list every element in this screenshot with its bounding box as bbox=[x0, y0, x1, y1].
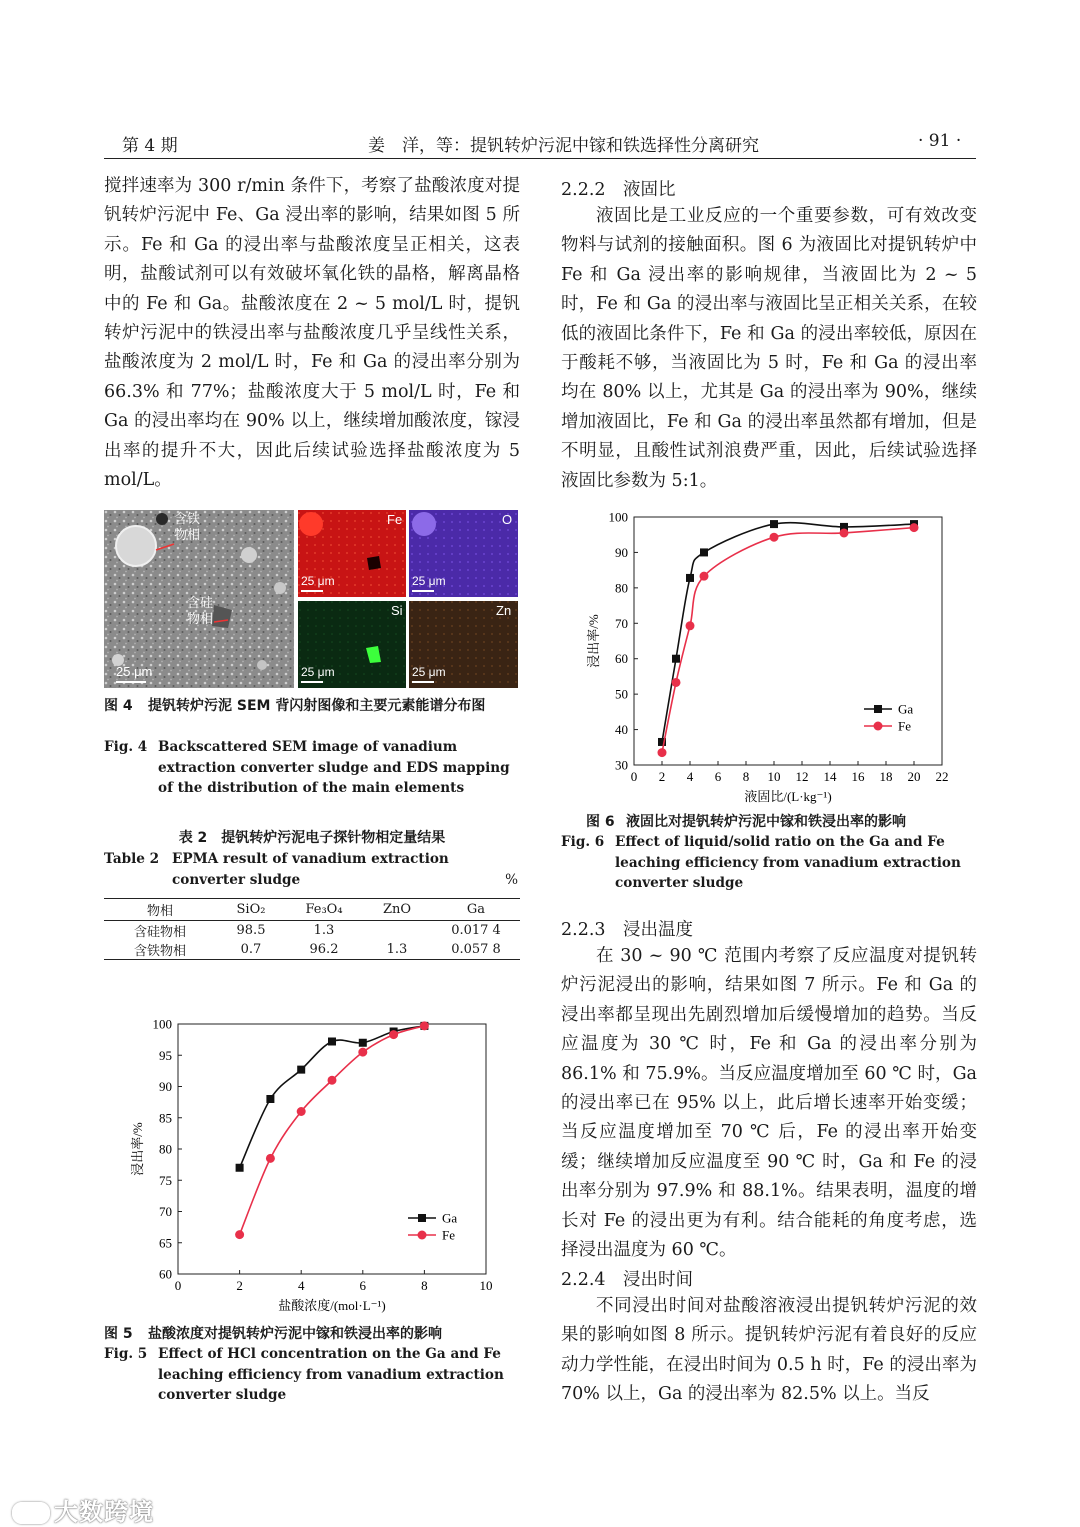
col-phase: 物相 bbox=[146, 904, 173, 919]
x-tick-label: 14 bbox=[823, 769, 837, 784]
x-tick-label: 2 bbox=[236, 1278, 243, 1293]
col-zno: ZnO bbox=[382, 902, 412, 917]
x-tick-label: 10 bbox=[767, 769, 781, 784]
watermark bbox=[12, 1492, 154, 1527]
cell: 0.017 4 bbox=[451, 923, 501, 938]
scale-bar-fe: 25 μm bbox=[301, 574, 335, 588]
y-tick-label: 90 bbox=[615, 544, 628, 560]
col-ga: Ga bbox=[466, 902, 486, 917]
left-paragraph-hcl: 搅拌速率为 300 r/min 条件下，考察了盐酸浓度对提钒转炉污泥中 Fe、Ga 浸出率的影响，结果如图 5 所示。Fe 和 Ga 的浸出率与盐酸浓度呈正相关，这表明，盐酸试剂可以有效破坏氧化铁的晶格，解离晶格中的 Fe 和 Ga。盐酸浓度在 2 ~ 5 mol/L 时，提钒转炉污泥中的铁浸出率与盐酸浓度几乎呈线性关系，盐酸浓度为 2 mol/L 时，Fe 和 Ga 的浸出率分别为 66.3% 和 77%；盐酸浓度大于 5 mol/L 时，Fe 和 Ga 的浸出率均在 90% 以上，继续增加酸浓度，镓浸出率的提升不大，因此后续试验选择盐酸浓度为 5 mol/L。 bbox=[104, 176, 520, 491]
cell: 98.5 bbox=[236, 923, 266, 938]
x-tick-label: 6 bbox=[714, 769, 722, 784]
y-tick-label: 85 bbox=[159, 1110, 172, 1126]
data-point-ga bbox=[328, 1038, 336, 1046]
table-row bbox=[104, 940, 520, 960]
scale-bar-si: 25 μm bbox=[301, 665, 335, 679]
legend-marker-fe bbox=[874, 722, 883, 731]
section-2-2-4-heading: 2.2.4 浸出时间 bbox=[561, 1270, 694, 1290]
caption-label: 图 5 bbox=[104, 1326, 133, 1342]
legend-marker-fe bbox=[418, 1231, 427, 1240]
y-tick-label: 100 bbox=[608, 509, 628, 525]
caption-text: 液固比对提钒转炉污泥中镓和铁浸出率的影响 bbox=[626, 814, 906, 830]
figure-5-chart bbox=[104, 1010, 524, 1320]
watermark-text: 大数跨境 bbox=[54, 1498, 154, 1526]
legend-label-fe: Fe bbox=[898, 718, 911, 734]
y-tick-label: 90 bbox=[159, 1079, 172, 1094]
x-tick-label: 10 bbox=[479, 1278, 493, 1293]
caption-text: Effect of HCl concentration on the Ga and Fe leaching efficiency from vanadium extraction converter sludge bbox=[158, 1346, 504, 1403]
x-axis-label: 液固比/(L·kg⁻¹) bbox=[744, 789, 832, 804]
right-paragraph-liquid-solid: 液固比是工业反应的一个重要参数，可有效改变物料与试剂的接触面积。图 6 为液固比对提钒转炉中 Fe 和 Ga 浸出率的影响规律，当液固比为 2 ~ 5 时，Fe 和 Ga 的浸出率与液固比呈正相关关系，在较低的液固比条件下，Fe 和 Ga 的浸出率较低，原因在于酸耗不够，当液固比为 5 时，Fe 和 Ga 的浸出率均在 80% 以上，尤其是 Ga 的浸出率为 90%，继续增加液固比，Fe 和 Ga 的浸出率虽然都有增加，但是不明显，且酸性试剂浪费严重，因此，后续试验选择液固比参数为 5:1。 bbox=[561, 206, 977, 491]
data-point-ga bbox=[297, 1066, 305, 1074]
figure-4-caption-cn bbox=[104, 696, 520, 716]
x-tick-label: 6 bbox=[359, 1278, 367, 1293]
data-point-ga bbox=[770, 520, 778, 528]
cell: 含硅物相 bbox=[133, 925, 186, 940]
table-unit: % bbox=[505, 872, 518, 888]
plot-frame bbox=[634, 517, 942, 765]
data-point-ga bbox=[700, 548, 708, 556]
x-tick-label: 18 bbox=[879, 769, 893, 784]
table-title-text: EPMA result of vanadium extraction converter sludge bbox=[172, 851, 449, 888]
y-tick-label: 30 bbox=[615, 757, 628, 773]
figure-5-caption-en bbox=[104, 1344, 520, 1406]
x-tick-label: 0 bbox=[630, 769, 638, 784]
data-point-fe bbox=[658, 748, 667, 757]
data-point-fe bbox=[770, 533, 779, 542]
section-2-2-3-heading: 2.2.3 浸出温度 bbox=[561, 920, 694, 940]
x-tick-label: 8 bbox=[421, 1278, 428, 1293]
series-line-fe bbox=[240, 1026, 425, 1235]
caption-label: Fig. 5 bbox=[104, 1346, 148, 1362]
watermark-logo-icon bbox=[12, 1502, 50, 1524]
x-tick-label: 8 bbox=[742, 769, 750, 784]
data-point-fe bbox=[297, 1107, 306, 1116]
data-point-fe bbox=[358, 1048, 367, 1057]
y-tick-label: 65 bbox=[159, 1235, 172, 1251]
figure-5-caption-cn bbox=[104, 1324, 520, 1344]
legend-label-fe: Fe bbox=[442, 1227, 455, 1243]
data-point-fe bbox=[910, 523, 919, 532]
y-tick-label: 80 bbox=[615, 580, 628, 596]
running-title: 姜 洋，等：提钒转炉污泥中镓和铁选择性分离研究 bbox=[368, 136, 759, 156]
caption-text: 提钒转炉污泥 SEM 背闪射图像和主要元素能谱分布图 bbox=[148, 698, 486, 714]
x-tick-label: 12 bbox=[795, 769, 809, 784]
section-2-2-2-heading: 2.2.2 液固比 bbox=[561, 180, 676, 200]
y-tick-label: 40 bbox=[615, 722, 628, 738]
legend-label-ga: Ga bbox=[442, 1210, 458, 1226]
legend-marker-ga bbox=[418, 1214, 426, 1222]
data-point-ga bbox=[672, 655, 680, 663]
x-tick-label: 16 bbox=[851, 769, 865, 784]
y-tick-label: 50 bbox=[615, 686, 628, 702]
x-tick-label: 22 bbox=[935, 769, 949, 784]
page-number: · 91 · bbox=[918, 131, 962, 151]
y-tick-label: 60 bbox=[159, 1266, 172, 1282]
caption-label: 图 4 bbox=[104, 698, 133, 714]
label-o-map: O bbox=[502, 512, 513, 527]
table-2 bbox=[104, 898, 520, 960]
y-tick-label: 95 bbox=[159, 1047, 172, 1063]
figure-6-chart bbox=[576, 505, 966, 805]
y-tick-label: 100 bbox=[152, 1016, 172, 1032]
x-tick-label: 2 bbox=[658, 769, 666, 784]
x-tick-label: 20 bbox=[907, 769, 921, 784]
scale-bar-zn: 25 μm bbox=[412, 665, 446, 679]
plot-frame bbox=[178, 1024, 486, 1274]
cell: 0.7 bbox=[240, 942, 262, 957]
data-point-fe bbox=[700, 572, 709, 581]
y-axis-label: 浸出率/% bbox=[586, 614, 601, 668]
y-tick-label: 70 bbox=[615, 615, 628, 631]
figure-6-caption-en bbox=[561, 832, 977, 894]
col-sio2: SiO₂ bbox=[236, 902, 266, 917]
data-point-fe bbox=[672, 678, 681, 687]
series-line-fe bbox=[662, 528, 914, 753]
data-point-ga bbox=[359, 1039, 367, 1047]
data-point-fe bbox=[235, 1230, 244, 1239]
label-si-map: Si bbox=[391, 603, 403, 618]
table-2-title-en bbox=[104, 849, 520, 890]
cell: 含铁物相 bbox=[133, 944, 186, 959]
legend-label-ga: Ga bbox=[898, 701, 914, 717]
caption-label: 图 6 bbox=[586, 814, 615, 830]
right-paragraph-time: 不同浸出时间对盐酸溶液浸出提钒转炉污泥的效果的影响如图 8 所示。提钒转炉污泥有着良好的反应动力学性能，在浸出时间为 0.5 h 时，Fe 的浸出率为 70% 以上，Ga 的浸出率为 82.5% 以上。当反 bbox=[561, 1296, 977, 1405]
caption-text: Effect of liquid/solid ratio on the Ga and Fe leaching efficiency from vanadium extraction converter sludge bbox=[615, 834, 961, 891]
x-tick-label: 4 bbox=[686, 769, 694, 784]
caption-label: Fig. 4 bbox=[104, 739, 148, 755]
cell bbox=[362, 921, 432, 941]
table-2-title-cn: 表 2 提钒转炉污泥电子探针物相定量结果 bbox=[178, 830, 446, 846]
col-fe3o4: Fe₃O₄ bbox=[305, 902, 343, 917]
y-tick-label: 60 bbox=[615, 651, 628, 667]
caption-text: 盐酸浓度对提钒转炉污泥中镓和铁浸出率的影响 bbox=[148, 1326, 442, 1342]
data-point-ga bbox=[236, 1164, 244, 1172]
y-axis-label: 浸出率/% bbox=[130, 1122, 145, 1176]
x-tick-label: 4 bbox=[297, 1278, 305, 1293]
table-header-row bbox=[104, 899, 520, 921]
header-rule bbox=[104, 158, 976, 159]
issue-number: 第 4 期 bbox=[122, 136, 178, 156]
cell: 96.2 bbox=[309, 942, 339, 957]
x-axis-label: 盐酸浓度/(mol·L⁻¹) bbox=[278, 1298, 386, 1313]
right-paragraph-temperature: 在 30 ~ 90 ℃ 范围内考察了反应温度对提钒转炉污泥浸出的影响，结果如图 7 所示。Fe 和 Ga 的浸出率都呈现出先剧烈增加后缓慢增加的趋势。当反应温度为 30 ℃ 时，Fe 和 Ga 的浸出率分别为 86.1% 和 75.9%。当反应温度增加至 60 ℃ 时，Ga 的浸出率已在 95% 以上，此后增长速率开始变缓；当反应温度增加至 70 ℃ 后，Fe 的浸出率开始变缓；继续增加反应温度至 90 ℃ 时，Ga 和 Fe 的浸出率分别为 97.9% 和 88.1%。结果表明，温度的增长对 Fe 的浸出更为有利。结合能耗的角度考虑，选择浸出温度为 60 ℃。 bbox=[561, 946, 977, 1261]
figure-4-caption-en bbox=[104, 737, 520, 799]
data-point-fe bbox=[420, 1021, 429, 1030]
caption-text: Backscattered SEM image of vanadium extraction converter sludge and EDS mapping of the distribution of the main elements bbox=[158, 739, 510, 796]
y-tick-label: 80 bbox=[159, 1141, 172, 1157]
cell: 1.3 bbox=[313, 923, 335, 938]
data-point-fe bbox=[389, 1030, 398, 1039]
table-label: Table 2 bbox=[104, 851, 160, 867]
data-point-ga bbox=[686, 574, 694, 582]
scale-bar-main: 25 μm bbox=[116, 664, 153, 679]
scale-bar-o: 25 μm bbox=[412, 574, 446, 588]
y-tick-label: 70 bbox=[159, 1204, 172, 1219]
x-tick-label: 0 bbox=[174, 1278, 182, 1293]
cell: 0.057 8 bbox=[451, 942, 501, 957]
y-tick-label: 75 bbox=[159, 1172, 172, 1188]
label-zn-map: Zn bbox=[496, 603, 512, 618]
data-point-ga bbox=[266, 1095, 274, 1103]
label-fe-map: Fe bbox=[387, 512, 403, 527]
label-si-phase: 含硅物相 bbox=[187, 596, 214, 627]
cell: 1.3 bbox=[386, 942, 408, 957]
data-point-fe bbox=[840, 528, 849, 537]
data-point-fe bbox=[266, 1154, 275, 1163]
label-fe-phase: 含铁物相 bbox=[174, 512, 201, 543]
data-point-fe bbox=[686, 621, 695, 630]
figure-4-images bbox=[104, 510, 518, 688]
legend-marker-ga bbox=[874, 705, 882, 713]
figure-6-caption-cn bbox=[586, 812, 976, 832]
caption-label: Fig. 6 bbox=[561, 834, 605, 850]
data-point-fe bbox=[328, 1076, 337, 1085]
table-row bbox=[104, 921, 520, 941]
